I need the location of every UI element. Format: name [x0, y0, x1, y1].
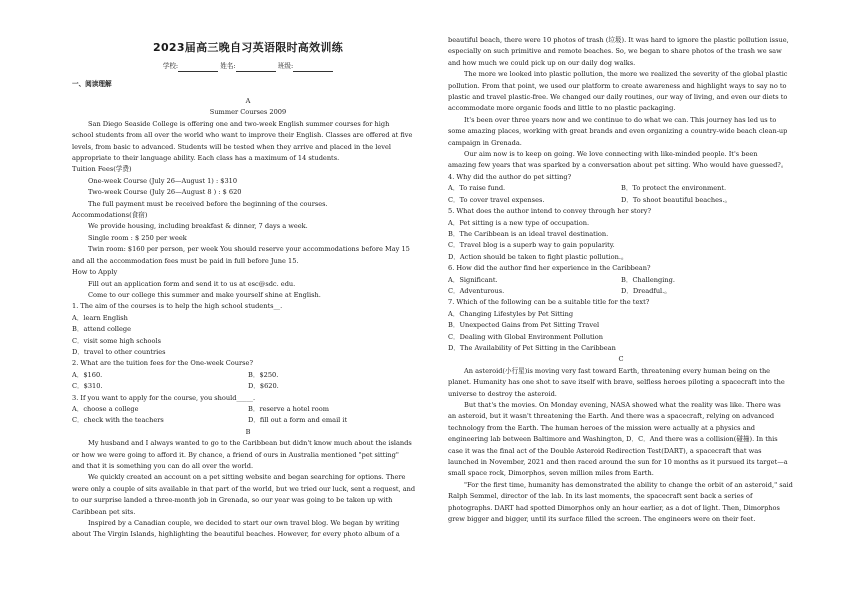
option-text: D．fill out a form and email it: [248, 416, 348, 425]
passage-heading: C: [618, 355, 624, 364]
name-label: 姓名:: [220, 62, 236, 70]
student-info-line: [72, 61, 424, 72]
option-row: [448, 275, 794, 286]
text-line: were only a couple of sits available in that part of the world, but we tried our luck, sent a request, and: [72, 484, 416, 493]
option-row: [72, 404, 424, 415]
text-line: and all the accommodation fees must be paid in full before June 15.: [72, 256, 299, 265]
name-blank[interactable]: [236, 65, 276, 72]
text-line: about The Virgin Islands, highlighting the beautiful beaches. However, for every photo album of a: [72, 530, 400, 539]
text-line: photographs. DART had spotted Dimorphos only an hour earlier, as a dot of light. Then, Dimorphos: [448, 503, 780, 512]
option-row: [72, 370, 424, 381]
right-text-flow: [448, 35, 794, 525]
text-line: Fill out an application form and send it to us at esc@sdc. edu.: [88, 279, 296, 288]
text-line: San Diego Seaside College is offering one and two-week English summer courses for high: [88, 119, 390, 128]
text-line: C．Travel blog is a superb way to gain popularity.: [448, 241, 615, 250]
option-text: B．reserve a hotel room: [248, 404, 329, 413]
text-line: Come to our college this summer and make yourself shine at English.: [88, 290, 321, 299]
option-text: B．Challenging.: [621, 275, 675, 284]
text-line: An asteroid(小行星)is moving very fast toward Earth, threatening every human being on the: [464, 366, 771, 375]
text-line: 1. The aim of the courses is to help the high school students__.: [72, 302, 283, 311]
text-line: beautiful beach, there were 10 photos of trash (垃圾). It was hard to ignore the plastic pollution issue,: [448, 36, 789, 44]
option-row: [448, 286, 794, 297]
text-line: Ralph Semmel, director of the lab. In its last moments, the spacecraft sent back a series of: [448, 492, 753, 501]
text-line: universe to destroy the asteroid.: [448, 389, 557, 398]
option-row: [448, 195, 794, 206]
text-line: 7. Which of the following can be a suitable title for the text?: [448, 298, 650, 307]
text-line: amazing few years that was sparked by a conversation about pet sitting. Who would have guessed?。: [448, 161, 788, 170]
text-line: Tuition Fees(学费): [72, 165, 132, 174]
option-text: C．check with the teachers: [72, 416, 164, 425]
text-line: levels, from basic to advanced. Students will be tested when they arrive and placed in the level: [72, 142, 392, 151]
text-line: and how much we could pick up on our daily dog walks.: [448, 58, 636, 67]
text-line: Twin room: $160 per person, per week You should reserve your accommodations before May 15: [88, 245, 410, 254]
text-line: Caribbean pet sits.: [72, 507, 136, 516]
text-line: campaign in Grenada.: [448, 138, 522, 147]
option-text: A．To raise fund.: [448, 184, 506, 193]
text-line: plastic and travel plastic-free. We changed our daily routines, our way of living, and even our diets to: [448, 93, 788, 102]
text-line: planet. Humanity has one shot to save itself with brave, selfless heroes piloting a spacecraft into the: [448, 378, 785, 387]
text-line: to our surprise landed a three-month job in Grenada, so our year was going to be taken up with: [72, 496, 393, 505]
text-line: and that it is something you can do all over the world.: [72, 462, 254, 470]
text-line: 5. What does the author intend to convey through her story?: [448, 207, 652, 216]
text-line: A．Changing Lifestyles by Pet Sitting: [448, 309, 574, 318]
text-line: "For the first time, humanity has demonstrated the ability to change the orbit of an asteroid," said: [464, 480, 793, 489]
text-line: We quickly created an account on a pet sitting website and began searching for options. There: [88, 473, 406, 482]
text-line: some amazing places, working with great brands and even organizing a country-wide beach clean-up: [448, 127, 788, 136]
text-line: D．travel to other countries: [72, 347, 166, 356]
text-line: B．The Caribbean is an ideal travel destination.: [448, 229, 609, 238]
option-row: [72, 381, 424, 392]
text-line: pollution. From that point, we used our platform to create awareness and highlight ways to say no to: [448, 81, 787, 90]
option-text: C．$310.: [72, 382, 103, 391]
text-line: Two-week Course (July 26—August 8 ) : $ 620: [88, 188, 242, 197]
text-line: D．The Availability of Pet Sitting in the Caribbean: [448, 343, 616, 352]
option-text: D．Dreadful.。: [621, 286, 671, 295]
text-line: engineering lab between Baltimore and Washington, D．C．And there was a collision(碰撞). In this: [448, 435, 778, 444]
text-line: school students from all over the world who want to improve their English. Classes are offered at five: [72, 131, 413, 140]
class-label: 班级:: [277, 62, 294, 70]
passage-heading: Summer Courses 2009: [209, 108, 287, 117]
text-line: grew bigger and bigger, until its surface filled the screen. The engineers were on their feet.: [448, 515, 756, 524]
text-line: But that's the movies. On Monday evening, NASA showed what the reality was like. There was: [464, 401, 781, 409]
text-line: small space rock, Dimorphos, seven million miles from Earth.: [448, 469, 654, 478]
school-label: 学校:: [162, 62, 179, 70]
option-row: [448, 183, 794, 194]
text-line: case it was the final act of the Double Asteroid Redirection Test(DART), a spacecraft that was: [448, 446, 762, 455]
text-line: Our aim now is to keep on going. We love connecting with like-minded people. It's been: [464, 150, 758, 159]
section-heading: 一、阅读理解: [72, 80, 112, 88]
text-line: A．learn English: [72, 313, 128, 322]
text-line: B．Unexpected Gains from Pet Sitting Travel: [448, 321, 600, 330]
text-line: accommodate more organic foods and little to no plastic packaging.: [448, 104, 676, 113]
text-line: One-week Course (July 26—August 1) : $310: [88, 176, 238, 185]
option-text: B．To protect the environment.: [621, 184, 727, 193]
class-blank[interactable]: [293, 65, 333, 72]
text-line: technology from the Earth. The human heroes of the mission were actually at a physics and: [448, 423, 756, 432]
option-text: A．Significant.: [448, 275, 498, 284]
passage-heading: A: [245, 97, 251, 105]
option-text: D．$620.: [248, 382, 279, 391]
text-line: The more we looked into plastic pollution, the more we realized the severity of the global plastic: [464, 70, 788, 79]
text-line: It's been over three years now and we continue to do what we can. This journey has led us to: [464, 115, 777, 124]
option-text: D．To shoot beautiful beaches.。: [621, 195, 732, 204]
option-text: C．To cover travel expenses.: [448, 195, 545, 204]
text-line: Inspired by a Canadian couple, we decided to start our own travel blog. We began by writing: [88, 519, 400, 528]
page-title: 2023届高三晚自习英语限时高效训练: [152, 41, 343, 54]
text-line: A．Pet sitting is a new type of occupation.: [448, 218, 590, 227]
text-line: C．Dealing with Global Environment Pollution: [448, 332, 603, 341]
text-line: an asteroid, but it wasn't threatening the Earth. And there was a spacecraft, relying on advanced: [448, 412, 775, 421]
option-row: [72, 415, 424, 426]
option-text: C．Adventurous.: [448, 286, 505, 295]
text-line: B．attend college: [72, 325, 132, 334]
text-line: 2. What are the tuition fees for the One-week Course?: [72, 359, 253, 368]
text-line: My husband and I always wanted to go to the Caribbean but didn't know much about the islands: [88, 439, 412, 448]
text-line: especially on such primitive and remote beaches. So, we began to share photos of the trash we saw: [448, 47, 782, 56]
text-line: How to Apply: [72, 268, 118, 277]
text-line: Accommodations(食宿): [72, 211, 148, 220]
text-line: appropriate to their language ability. Each class has a maximum of 14 students.: [72, 154, 340, 163]
text-line: or how we were going to afford it. By chance, a friend of ours in Australia mentioned "pet sitting": [72, 450, 399, 459]
left-text-flow: [72, 96, 424, 541]
text-line: D．Action should be taken to fight plastic pollution.。: [448, 252, 628, 261]
option-text: A．$160.: [72, 370, 103, 379]
text-line: 6. How did the author find her experience in the Caribbean?: [448, 264, 651, 273]
text-line: We provide housing, including breakfast & dinner, 7 days a week.: [88, 222, 308, 231]
option-text: B．$250.: [248, 370, 279, 379]
text-line: The full payment must be received before the beginning of the courses.: [88, 199, 328, 208]
option-text: A．choose a college: [72, 404, 139, 413]
text-line: 3. If you want to apply for the course, you should_____.: [72, 393, 256, 402]
passage-heading: B: [245, 427, 251, 436]
text-line: launched in November, 2021 and then raced around the sun for 10 months as it pursued its target—a: [448, 458, 788, 467]
text-line: 4. Why did the author do pet sitting?: [448, 172, 572, 181]
text-line: C．visit some high schools: [72, 336, 161, 345]
school-blank[interactable]: [178, 65, 218, 72]
text-line: Single room : $ 250 per week: [88, 233, 187, 242]
